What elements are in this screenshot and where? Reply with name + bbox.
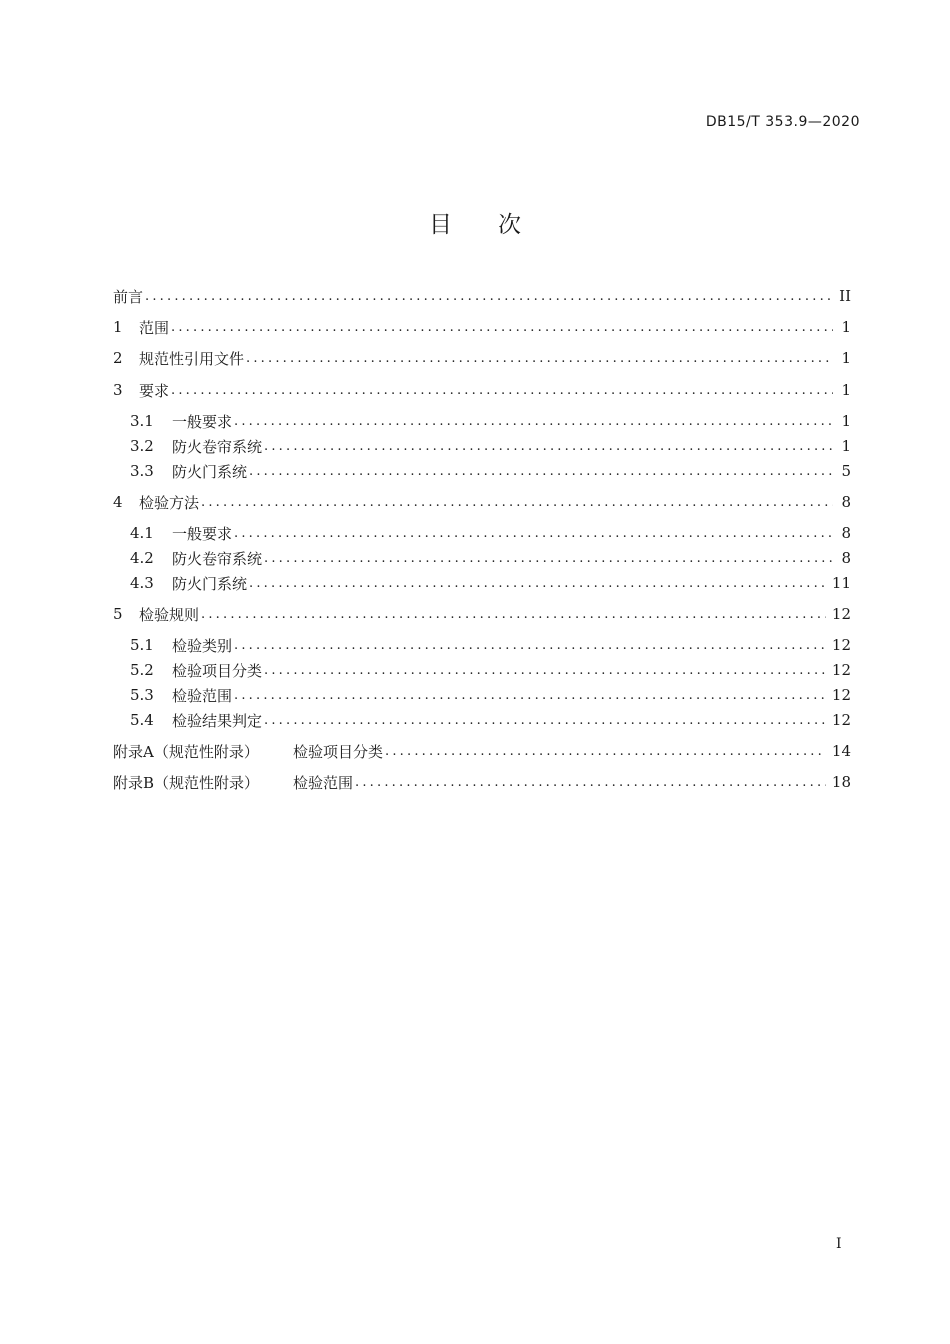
toc-label: 防火卷帘系统 [172,437,263,456]
toc-number: 5.1 [130,636,154,654]
toc-entry-5-1[interactable] [130,634,851,656]
toc-label: 防火门系统 [172,462,248,481]
toc-leader [355,775,826,790]
toc-number: 3.3 [130,462,154,480]
toc-entry-appendix-a[interactable] [113,740,851,762]
toc-page: II [839,287,851,305]
toc-leader [249,576,826,591]
toc-number: 3.2 [130,437,154,455]
toc-entry-4-1[interactable] [130,522,851,544]
toc-label: 检验结果判定 [172,711,263,730]
toc-entry-5-3[interactable] [130,684,851,706]
toc-entry-1[interactable] [113,316,851,338]
toc-leader [171,320,833,335]
toc-number: 4.3 [130,574,154,592]
title-char-1: 目 [429,212,452,238]
toc-page: 12 [831,605,851,623]
toc-label: 检验范围 [172,686,233,705]
toc-number: 3 [113,381,123,399]
toc-leader [385,744,826,759]
toc-page: 12 [831,686,851,704]
toc-entry-3[interactable] [113,379,851,401]
toc-entry-3-1[interactable] [130,410,851,432]
toc-page: 12 [831,661,851,679]
toc-page: 1 [841,412,851,430]
toc-entry-foreword[interactable] [113,285,851,307]
toc-entry-4-2[interactable] [130,547,851,569]
title-char-2: 次 [498,212,521,238]
toc-number: 5.4 [130,711,154,729]
toc-label: 检验项目分类 [293,742,384,761]
toc-appendix-tag: 附录A（规范性附录） [113,742,259,761]
toc-leader [246,351,833,366]
toc-number: 4.1 [130,524,154,542]
toc-entry-5-2[interactable] [130,659,851,681]
toc-leader [234,688,826,703]
toc-page: 12 [831,636,851,654]
toc-page: 8 [841,549,851,567]
toc-label: 检验项目分类 [172,661,263,680]
toc-number: 4.2 [130,549,154,567]
document-code: DB15/T 353.9—2020 [705,114,860,130]
toc-leader [201,495,833,510]
toc-number: 2 [113,349,123,367]
toc-appendix-tag: 附录B（规范性附录） [113,773,260,792]
toc-page: 8 [841,493,851,511]
toc-entry-4[interactable] [113,491,851,513]
toc-entry-5-4[interactable] [130,709,851,731]
toc-page: 18 [831,773,851,791]
toc-page: 1 [841,381,851,399]
toc-page: 11 [831,574,851,592]
toc-label: 规范性引用文件 [139,349,245,368]
toc-label: 防火门系统 [172,574,248,593]
toc-entry-3-3[interactable] [130,460,851,482]
toc-leader [145,289,833,304]
toc-leader [234,526,833,541]
toc-leader [264,439,833,454]
toc-entry-4-3[interactable] [130,572,851,594]
toc-label: 检验规则 [139,605,200,624]
toc-page: 8 [841,524,851,542]
toc-leader [264,663,826,678]
page-title [0,206,950,239]
toc-label: 检验范围 [293,773,354,792]
toc-leader [171,383,833,398]
toc-label: 一般要求 [172,524,233,543]
toc-number: 1 [113,318,123,336]
toc-page: 14 [831,742,851,760]
toc-label: 防火卷帘系统 [172,549,263,568]
toc-leader [264,713,826,728]
toc-number: 5 [113,605,123,623]
toc-number: 4 [113,493,123,511]
toc-leader [201,607,826,622]
toc-label: 前言 [113,287,144,306]
toc-label: 范围 [139,318,170,337]
toc-page: 12 [831,711,851,729]
toc-number: 5.2 [130,661,154,679]
toc-leader [249,464,833,479]
toc-leader [234,638,826,653]
toc-page: 1 [841,349,851,367]
toc-entry-appendix-b[interactable] [113,771,851,793]
page-number: I [836,1236,842,1252]
toc-label: 检验方法 [139,493,200,512]
toc-entry-5[interactable] [113,603,851,625]
toc-page: 1 [841,318,851,336]
toc-label: 检验类别 [172,636,233,655]
toc-label: 一般要求 [172,412,233,431]
toc-page: 1 [841,437,851,455]
toc-entry-3-2[interactable] [130,435,851,457]
toc-label: 要求 [139,381,170,400]
toc-leader [264,551,833,566]
toc-entry-2[interactable] [113,347,851,369]
toc-leader [234,414,833,429]
toc-page: 5 [841,462,851,480]
toc-number: 3.1 [130,412,154,430]
toc-number: 5.3 [130,686,154,704]
